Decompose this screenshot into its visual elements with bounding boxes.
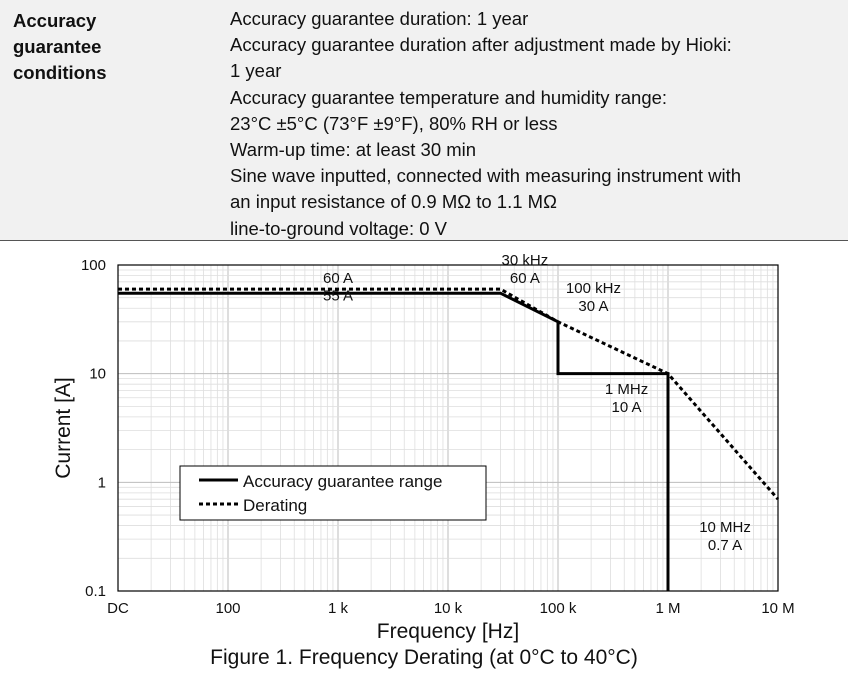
x-tick-label: 10 k	[433, 600, 463, 617]
y-tick-label: 1	[97, 474, 106, 492]
spec-label-line: Accuracy	[13, 10, 97, 31]
spec-line: 23°C ±5°C (73°F ±9°F), 80% RH or less	[230, 112, 558, 134]
data-label: 100 kHz 30 A	[565, 280, 621, 316]
legend-label-accuracy: Accuracy guarantee range	[243, 472, 443, 491]
x-tick-label: 1 k	[327, 600, 349, 617]
derating-chart	[0, 240, 848, 645]
x-tick-label: 1 M	[655, 600, 681, 617]
spec-label-line: guarantee	[13, 36, 102, 57]
spec-label-line: conditions	[13, 62, 107, 83]
data-label: 55 A	[322, 287, 354, 305]
y-tick-label: 100	[80, 257, 106, 274]
data-label: 60 A	[322, 270, 354, 288]
spec-line: Accuracy guarantee temperature and humidity range:	[230, 86, 668, 108]
x-tick-label: 10 M	[761, 600, 795, 617]
spec-line: Accuracy guarantee duration after adjustment made by Hioki:	[230, 34, 732, 56]
data-label: 10 MHz 0.7 A	[699, 518, 751, 554]
spec-line: Warm-up time: at least 30 min	[230, 139, 477, 161]
figure-caption: Figure 1. Frequency Derating (at 0°C to 40°C)	[210, 646, 638, 669]
chart-grid	[118, 265, 778, 591]
x-tick-label: 100 k	[539, 600, 577, 617]
legend-label-derating: Derating	[243, 496, 308, 515]
spec-line: Accuracy guarantee duration: 1 year	[230, 8, 529, 29]
spec-line: an input resistance of 0.9 MΩ to 1.1 MΩ	[230, 191, 557, 213]
chart-ticks	[81, 257, 795, 617]
y-tick-label: 0.1	[85, 583, 106, 600]
x-axis-title: Frequency [Hz]	[376, 620, 520, 643]
spec-label	[13, 8, 213, 86]
y-axis-title: Current [A]	[52, 377, 75, 479]
x-tick-label: DC	[107, 600, 129, 617]
spec-line: Sine wave inputted, connected with measuring instrument with	[230, 165, 742, 187]
chart-legend	[180, 466, 486, 520]
y-tick-label: 10	[89, 365, 106, 383]
data-label: 30 kHz 60 A	[501, 252, 549, 287]
spec-line: line-to-ground voltage: 0 V	[230, 217, 447, 239]
series-accuracy-line	[118, 293, 668, 591]
spec-table	[0, 0, 848, 241]
spec-line: 1 year	[230, 60, 282, 82]
spec-details	[230, 6, 840, 242]
data-label: 1 MHz 10 A	[604, 380, 649, 416]
x-tick-label: 100	[215, 600, 241, 617]
